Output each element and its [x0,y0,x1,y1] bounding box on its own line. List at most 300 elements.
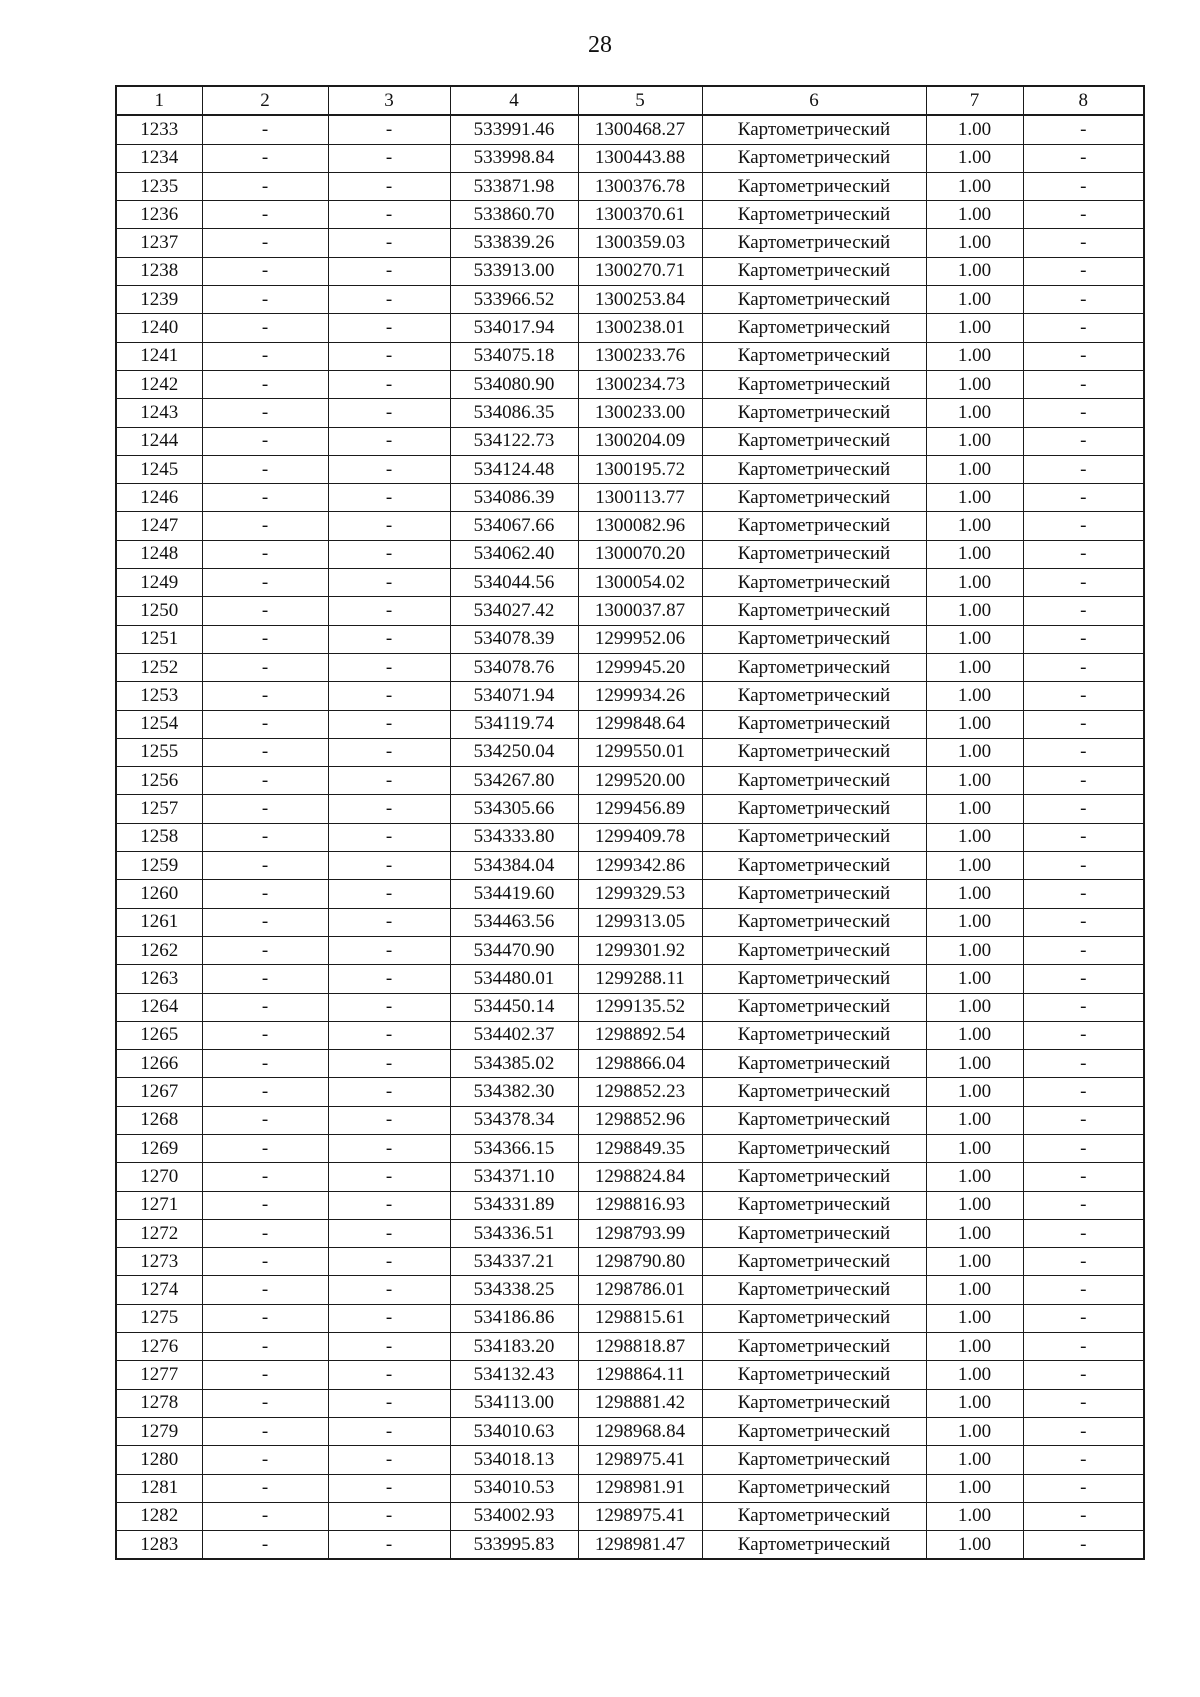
cell-point-number: 1281 [116,1474,202,1502]
cell-accuracy: 1.00 [926,115,1023,144]
cell-col-2: - [202,569,328,597]
table-row [116,1276,1144,1304]
cell-col-3: - [328,1446,450,1474]
cell-x-coordinate: 534183.20 [450,1333,578,1361]
cell-x-coordinate: 534086.39 [450,484,578,512]
cell-col-2: - [202,144,328,172]
cell-method: Картометрический [702,342,926,370]
table-row [116,1304,1144,1332]
cell-col-2: - [202,172,328,200]
cell-accuracy: 1.00 [926,993,1023,1021]
cell-col-3: - [328,1191,450,1219]
cell-point-number: 1276 [116,1333,202,1361]
cell-point-number: 1274 [116,1276,202,1304]
cell-method: Картометрический [702,229,926,257]
cell-accuracy: 1.00 [926,738,1023,766]
table-row [116,1078,1144,1106]
table-row [116,569,1144,597]
cell-col-2: - [202,1078,328,1106]
cell-y-coordinate: 1300233.00 [578,399,702,427]
cell-x-coordinate: 533839.26 [450,229,578,257]
cell-method: Картометрический [702,965,926,993]
cell-col-8: - [1023,1050,1144,1078]
cell-accuracy: 1.00 [926,597,1023,625]
cell-method: Картометрический [702,512,926,540]
cell-y-coordinate: 1298864.11 [578,1361,702,1389]
cell-col-8: - [1023,965,1144,993]
cell-col-2: - [202,1417,328,1445]
cell-point-number: 1243 [116,399,202,427]
cell-col-8: - [1023,936,1144,964]
table-row [116,682,1144,710]
cell-method: Картометрический [702,1276,926,1304]
cell-method: Картометрический [702,993,926,1021]
cell-col-3: - [328,1417,450,1445]
cell-x-coordinate: 534331.89 [450,1191,578,1219]
coordinates-table [115,85,1145,1560]
cell-col-2: - [202,1050,328,1078]
cell-col-2: - [202,936,328,964]
cell-col-8: - [1023,1106,1144,1134]
cell-col-2: - [202,795,328,823]
cell-method: Картометрический [702,1361,926,1389]
cell-x-coordinate: 534018.13 [450,1446,578,1474]
table-row [116,1248,1144,1276]
cell-col-2: - [202,427,328,455]
cell-x-coordinate: 534122.73 [450,427,578,455]
cell-col-2: - [202,1219,328,1247]
cell-col-2: - [202,1248,328,1276]
cell-col-8: - [1023,1333,1144,1361]
cell-col-3: - [328,1389,450,1417]
cell-y-coordinate: 1298816.93 [578,1191,702,1219]
cell-point-number: 1269 [116,1134,202,1162]
cell-x-coordinate: 534305.66 [450,795,578,823]
cell-col-2: - [202,597,328,625]
column-header-6: 6 [702,86,926,115]
table-row [116,795,1144,823]
cell-point-number: 1266 [116,1050,202,1078]
cell-accuracy: 1.00 [926,1078,1023,1106]
cell-accuracy: 1.00 [926,484,1023,512]
cell-accuracy: 1.00 [926,1417,1023,1445]
cell-x-coordinate: 533998.84 [450,144,578,172]
cell-col-2: - [202,1163,328,1191]
cell-col-3: - [328,682,450,710]
cell-method: Картометрический [702,144,926,172]
cell-point-number: 1248 [116,540,202,568]
cell-col-2: - [202,852,328,880]
cell-point-number: 1282 [116,1502,202,1530]
table-row [116,399,1144,427]
table-row [116,1474,1144,1502]
cell-col-3: - [328,1531,450,1560]
table-header [116,86,1144,115]
cell-accuracy: 1.00 [926,286,1023,314]
cell-accuracy: 1.00 [926,229,1023,257]
cell-y-coordinate: 1299945.20 [578,653,702,681]
cell-col-8: - [1023,370,1144,398]
cell-col-8: - [1023,625,1144,653]
cell-y-coordinate: 1299301.92 [578,936,702,964]
cell-method: Картометрический [702,653,926,681]
cell-y-coordinate: 1300234.73 [578,370,702,398]
cell-method: Картометрический [702,1219,926,1247]
table-row [116,1446,1144,1474]
cell-y-coordinate: 1299288.11 [578,965,702,993]
cell-x-coordinate: 534186.86 [450,1304,578,1332]
cell-col-3: - [328,880,450,908]
column-header-5: 5 [578,86,702,115]
cell-method: Картометрический [702,399,926,427]
cell-point-number: 1236 [116,201,202,229]
cell-x-coordinate: 534080.90 [450,370,578,398]
cell-col-2: - [202,1276,328,1304]
column-header-4: 4 [450,86,578,115]
cell-col-3: - [328,597,450,625]
cell-point-number: 1278 [116,1389,202,1417]
table-row [116,1531,1144,1560]
cell-col-3: - [328,286,450,314]
cell-col-2: - [202,286,328,314]
cell-accuracy: 1.00 [926,1333,1023,1361]
cell-point-number: 1251 [116,625,202,653]
cell-point-number: 1246 [116,484,202,512]
cell-col-2: - [202,710,328,738]
cell-x-coordinate: 533913.00 [450,257,578,285]
cell-col-2: - [202,738,328,766]
cell-col-3: - [328,455,450,483]
cell-method: Картометрический [702,795,926,823]
cell-method: Картометрический [702,257,926,285]
cell-point-number: 1260 [116,880,202,908]
cell-col-3: - [328,1333,450,1361]
cell-point-number: 1265 [116,1021,202,1049]
cell-accuracy: 1.00 [926,710,1023,738]
header-row [116,86,1144,115]
cell-y-coordinate: 1300113.77 [578,484,702,512]
cell-x-coordinate: 534002.93 [450,1502,578,1530]
cell-accuracy: 1.00 [926,540,1023,568]
cell-x-coordinate: 534119.74 [450,710,578,738]
cell-col-3: - [328,1050,450,1078]
cell-method: Картометрический [702,880,926,908]
table-row [116,257,1144,285]
cell-point-number: 1240 [116,314,202,342]
cell-y-coordinate: 1300376.78 [578,172,702,200]
table-row [116,427,1144,455]
cell-col-8: - [1023,682,1144,710]
cell-col-8: - [1023,1531,1144,1560]
cell-method: Картометрический [702,286,926,314]
cell-col-8: - [1023,1417,1144,1445]
cell-accuracy: 1.00 [926,512,1023,540]
cell-point-number: 1273 [116,1248,202,1276]
cell-x-coordinate: 534385.02 [450,1050,578,1078]
cell-method: Картометрический [702,1531,926,1560]
cell-point-number: 1237 [116,229,202,257]
cell-x-coordinate: 534075.18 [450,342,578,370]
cell-y-coordinate: 1300204.09 [578,427,702,455]
cell-y-coordinate: 1300195.72 [578,455,702,483]
table-row [116,1134,1144,1162]
cell-point-number: 1258 [116,823,202,851]
cell-y-coordinate: 1299952.06 [578,625,702,653]
cell-method: Картометрический [702,1106,926,1134]
table-row [116,1417,1144,1445]
cell-col-3: - [328,1502,450,1530]
cell-col-3: - [328,625,450,653]
cell-point-number: 1247 [116,512,202,540]
cell-col-8: - [1023,201,1144,229]
cell-y-coordinate: 1299409.78 [578,823,702,851]
cell-point-number: 1270 [116,1163,202,1191]
cell-y-coordinate: 1300054.02 [578,569,702,597]
cell-accuracy: 1.00 [926,455,1023,483]
cell-point-number: 1272 [116,1219,202,1247]
cell-col-3: - [328,569,450,597]
cell-point-number: 1267 [116,1078,202,1106]
cell-point-number: 1257 [116,795,202,823]
cell-col-2: - [202,993,328,1021]
cell-x-coordinate: 534010.63 [450,1417,578,1445]
cell-col-8: - [1023,115,1144,144]
cell-col-3: - [328,342,450,370]
cell-point-number: 1241 [116,342,202,370]
cell-x-coordinate: 534010.53 [450,1474,578,1502]
cell-col-8: - [1023,569,1144,597]
cell-col-2: - [202,908,328,936]
cell-x-coordinate: 534384.04 [450,852,578,880]
cell-x-coordinate: 534419.60 [450,880,578,908]
cell-col-3: - [328,823,450,851]
cell-y-coordinate: 1298786.01 [578,1276,702,1304]
cell-col-8: - [1023,314,1144,342]
cell-method: Картометрический [702,370,926,398]
cell-col-2: - [202,540,328,568]
cell-y-coordinate: 1299135.52 [578,993,702,1021]
cell-accuracy: 1.00 [926,569,1023,597]
cell-point-number: 1259 [116,852,202,880]
cell-method: Картометрический [702,1304,926,1332]
cell-y-coordinate: 1298968.84 [578,1417,702,1445]
table-row [116,823,1144,851]
table-row [116,1333,1144,1361]
table-row [116,908,1144,936]
cell-y-coordinate: 1300238.01 [578,314,702,342]
cell-col-8: - [1023,1021,1144,1049]
cell-col-3: - [328,936,450,964]
cell-col-8: - [1023,172,1144,200]
cell-col-3: - [328,1304,450,1332]
cell-x-coordinate: 534071.94 [450,682,578,710]
cell-col-3: - [328,1163,450,1191]
cell-col-2: - [202,1106,328,1134]
column-header-7: 7 [926,86,1023,115]
table-row [116,172,1144,200]
cell-method: Картометрический [702,908,926,936]
cell-point-number: 1242 [116,370,202,398]
table-row [116,115,1144,144]
cell-accuracy: 1.00 [926,852,1023,880]
cell-col-3: - [328,1134,450,1162]
cell-y-coordinate: 1298975.41 [578,1502,702,1530]
cell-point-number: 1234 [116,144,202,172]
table-row [116,229,1144,257]
cell-point-number: 1235 [116,172,202,200]
cell-y-coordinate: 1298793.99 [578,1219,702,1247]
cell-accuracy: 1.00 [926,1304,1023,1332]
table-row [116,965,1144,993]
cell-method: Картометрический [702,1078,926,1106]
cell-col-3: - [328,738,450,766]
cell-col-2: - [202,823,328,851]
cell-method: Картометрический [702,1389,926,1417]
cell-col-2: - [202,1134,328,1162]
cell-y-coordinate: 1298975.41 [578,1446,702,1474]
cell-x-coordinate: 534044.56 [450,569,578,597]
table-row [116,484,1144,512]
cell-y-coordinate: 1300070.20 [578,540,702,568]
cell-y-coordinate: 1299456.89 [578,795,702,823]
cell-col-3: - [328,1219,450,1247]
table-row [116,1219,1144,1247]
cell-method: Картометрический [702,540,926,568]
cell-y-coordinate: 1298981.47 [578,1531,702,1560]
cell-y-coordinate: 1300253.84 [578,286,702,314]
cell-accuracy: 1.00 [926,682,1023,710]
table-row [116,314,1144,342]
cell-x-coordinate: 534124.48 [450,455,578,483]
cell-method: Картометрический [702,1248,926,1276]
cell-accuracy: 1.00 [926,1134,1023,1162]
cell-col-3: - [328,1021,450,1049]
cell-y-coordinate: 1298866.04 [578,1050,702,1078]
cell-x-coordinate: 534402.37 [450,1021,578,1049]
table-row [116,625,1144,653]
cell-col-8: - [1023,286,1144,314]
cell-x-coordinate: 534062.40 [450,540,578,568]
cell-x-coordinate: 534382.30 [450,1078,578,1106]
cell-accuracy: 1.00 [926,1106,1023,1134]
cell-method: Картометрический [702,1134,926,1162]
cell-col-3: - [328,115,450,144]
cell-y-coordinate: 1298818.87 [578,1333,702,1361]
cell-x-coordinate: 534333.80 [450,823,578,851]
cell-y-coordinate: 1299329.53 [578,880,702,908]
cell-col-3: - [328,1078,450,1106]
cell-col-3: - [328,795,450,823]
cell-accuracy: 1.00 [926,908,1023,936]
cell-y-coordinate: 1300370.61 [578,201,702,229]
cell-accuracy: 1.00 [926,1389,1023,1417]
cell-method: Картометрический [702,1474,926,1502]
cell-col-8: - [1023,993,1144,1021]
cell-col-8: - [1023,540,1144,568]
cell-point-number: 1283 [116,1531,202,1560]
cell-x-coordinate: 533871.98 [450,172,578,200]
cell-method: Картометрический [702,936,926,964]
cell-col-8: - [1023,1078,1144,1106]
table-row [116,597,1144,625]
table-row [116,342,1144,370]
cell-method: Картометрический [702,1446,926,1474]
cell-col-8: - [1023,427,1144,455]
cell-col-8: - [1023,795,1144,823]
cell-x-coordinate: 533860.70 [450,201,578,229]
cell-y-coordinate: 1300468.27 [578,115,702,144]
cell-x-coordinate: 533991.46 [450,115,578,144]
cell-method: Картометрический [702,427,926,455]
cell-point-number: 1261 [116,908,202,936]
cell-x-coordinate: 534470.90 [450,936,578,964]
cell-col-8: - [1023,1446,1144,1474]
cell-col-2: - [202,1474,328,1502]
cell-col-8: - [1023,653,1144,681]
cell-x-coordinate: 534267.80 [450,767,578,795]
cell-method: Картометрический [702,625,926,653]
cell-method: Картометрический [702,1333,926,1361]
cell-point-number: 1271 [116,1191,202,1219]
cell-accuracy: 1.00 [926,342,1023,370]
cell-method: Картометрический [702,314,926,342]
table-row [116,1021,1144,1049]
cell-method: Картометрический [702,682,926,710]
cell-col-8: - [1023,767,1144,795]
cell-y-coordinate: 1298849.35 [578,1134,702,1162]
cell-col-8: - [1023,1163,1144,1191]
cell-col-2: - [202,1304,328,1332]
cell-accuracy: 1.00 [926,767,1023,795]
cell-point-number: 1239 [116,286,202,314]
cell-col-2: - [202,370,328,398]
cell-method: Картометрический [702,1163,926,1191]
cell-col-2: - [202,767,328,795]
cell-col-3: - [328,201,450,229]
cell-y-coordinate: 1299848.64 [578,710,702,738]
cell-y-coordinate: 1299550.01 [578,738,702,766]
cell-point-number: 1262 [116,936,202,964]
cell-method: Картометрический [702,597,926,625]
cell-col-3: - [328,314,450,342]
table-row [116,852,1144,880]
column-header-2: 2 [202,86,328,115]
cell-accuracy: 1.00 [926,314,1023,342]
cell-col-2: - [202,314,328,342]
cell-col-3: - [328,172,450,200]
table-row [116,1502,1144,1530]
cell-col-8: - [1023,1474,1144,1502]
cell-col-8: - [1023,852,1144,880]
cell-point-number: 1233 [116,115,202,144]
cell-col-3: - [328,540,450,568]
cell-col-2: - [202,342,328,370]
cell-accuracy: 1.00 [926,1163,1023,1191]
cell-col-2: - [202,1389,328,1417]
cell-method: Картометрический [702,1191,926,1219]
cell-col-3: - [328,257,450,285]
column-header-1: 1 [116,86,202,115]
cell-accuracy: 1.00 [926,1248,1023,1276]
cell-x-coordinate: 534086.35 [450,399,578,427]
cell-accuracy: 1.00 [926,201,1023,229]
cell-x-coordinate: 534480.01 [450,965,578,993]
cell-accuracy: 1.00 [926,795,1023,823]
cell-x-coordinate: 534017.94 [450,314,578,342]
table-row [116,1389,1144,1417]
cell-x-coordinate: 534067.66 [450,512,578,540]
cell-col-3: - [328,144,450,172]
